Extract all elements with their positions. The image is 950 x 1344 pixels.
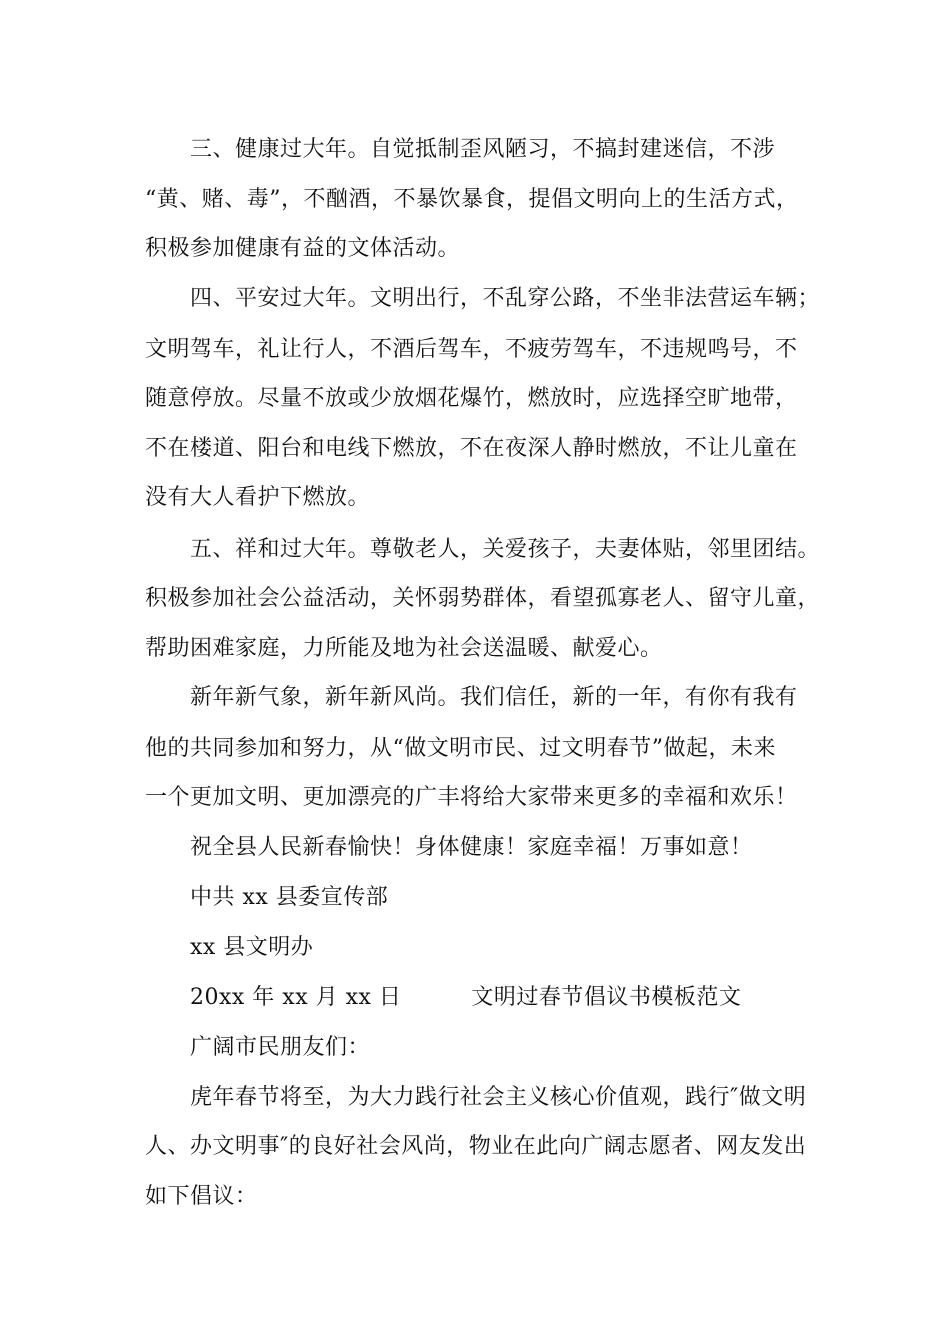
paragraph-line: 不在楼道、阳台和电线下燃放，不在夜深人静时燃放，不让儿童在 <box>145 436 798 461</box>
paragraph-line: 他的共同参加和努力，从“做文明市民、过文明春节”做起，未来 <box>145 736 776 761</box>
paragraph-line: 积极参加健康有益的文体活动。 <box>145 236 461 261</box>
paragraph-line: 没有大人看护下燃放。 <box>145 485 371 510</box>
greeting: 广阔市民朋友们： <box>190 1035 371 1060</box>
paragraph-line: “黄、赌、毒”，不酗酒，不暴饮暴食，提倡文明向上的生活方式， <box>145 187 799 212</box>
paragraph-line: 四、平安过大年。文明出行，不乱穿公路，不坐非法营运车辆； <box>190 286 821 311</box>
signature-department: 中共 xx 县委宣传部 <box>190 885 389 910</box>
paragraph-line: 虎年春节将至，为大力践行社会主义核心价值观，践行″做文明 <box>190 1085 807 1110</box>
paragraph-line: 一个更加文明、更加漂亮的广丰将给大家带来更多的幸福和欢乐！ <box>145 785 798 810</box>
paragraph-line: 随意停放。尽量不放或少放烟花爆竹，燃放时，应选择空旷地带， <box>145 386 798 411</box>
document-title: 文明过春节倡议书模板范文 <box>471 985 742 1010</box>
paragraph-line: 积极参加社会公益活动，关怀弱势群体，看望孤寡老人、留守儿童， <box>145 586 821 611</box>
paragraph-line: 人、办文明事″的良好社会风尚，物业在此向广阔志愿者、网友发出 <box>145 1134 807 1159</box>
paragraph-line: 文明驾车，礼让行人，不酒后驾车，不疲劳驾车，不违规鸣号，不 <box>145 337 798 362</box>
blessing-line: 祝全县人民新春愉快！身体健康！家庭幸福！万事如意！ <box>190 835 753 860</box>
paragraph-line: 如下倡议： <box>145 1184 258 1209</box>
paragraph-line: 五、祥和过大年。尊敬老人，关爱孩子，夫妻体贴，邻里团结。 <box>190 537 821 562</box>
paragraph-line: 三、健康过大年。自觉抵制歪风陋习，不搞封建迷信，不涉 <box>190 137 776 162</box>
signature-office: xx 县文明办 <box>190 935 314 960</box>
paragraph-line: 新年新气象，新年新风尚。我们信任，新的一年，有你有我有 <box>190 685 798 710</box>
paragraph-line: 帮助困难家庭，力所能及地为社会送温暖、献爱心。 <box>145 636 663 661</box>
date: 20xx 年 xx 月 xx 日 <box>190 985 402 1010</box>
date-title-line <box>190 983 741 1013</box>
